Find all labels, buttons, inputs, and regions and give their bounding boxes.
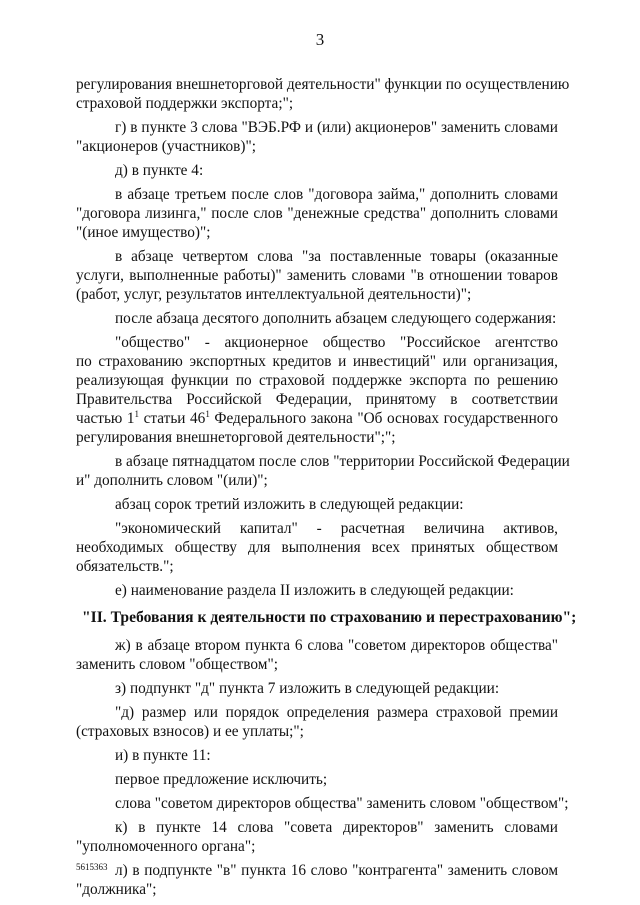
page-number: 3 (315, 30, 325, 49)
text-line: страховой поддержки экспорта;"; (76, 95, 294, 112)
superscript: 1 (205, 408, 210, 419)
text-line: з) подпункт "д" пункта 7 изложить в следующей редакции: (115, 680, 500, 697)
text-line: слова "советом директоров общества" заменить словом "обществом"; (115, 795, 569, 812)
text-fragment: Федерального закона "Об основах государственного (209, 410, 558, 427)
text-block-after-heading (76, 636, 569, 899)
text-line: необходимых обществу для выполнения всех принятых обществом (76, 539, 558, 556)
text-line: г) в пункте 3 слова "ВЭБ.РФ и (или) акционеров" заменить словами (115, 119, 558, 136)
section-heading: "II. Требования к деятельности по страхованию и перестрахованию"; (82, 609, 577, 626)
text-line: ж) в абзаце втором пункта 6 слова "советом директоров общества" (115, 637, 558, 654)
text-block-before-heading (76, 75, 570, 600)
superscript: 1 (134, 408, 140, 419)
text-line: к) в пункте 14 слова "совета директоров" заменить словами (115, 819, 558, 836)
text-line: "общество" - акционерное общество "Российское агентство (115, 334, 558, 351)
text-line: (страховых взносов) и ее уплаты;"; (76, 723, 304, 740)
text-line: после абзаца десятого дополнить абзацем следующего содержания: (115, 310, 557, 327)
text-line: регулирования внешнеторговой деятельности" функции по осуществлению (76, 76, 570, 93)
text-line: обязательств."; (76, 558, 174, 575)
text-line: е) наименование раздела II изложить в следующей редакции: (115, 582, 514, 599)
document-body (76, 75, 577, 899)
text-line: первое предложение исключить; (115, 771, 328, 788)
text-line: "уполномоченного органа"; (76, 838, 256, 855)
text-line: "экономический капитал" - расчетная величина активов, (115, 520, 558, 537)
text-line: "договора лизинга," после слов "денежные средства" дополнить словами (76, 205, 558, 222)
text-line: "(иное имущество)"; (76, 224, 211, 241)
text-line: в абзаце четвертом слова "за поставленные товары (оказанные (115, 248, 558, 265)
text-fragment: статьи 46 (139, 410, 206, 427)
text-line: регулирования внешнеторговой деятельности";"; (76, 429, 396, 446)
text-line: л) в подпункте "в" пункта 16 слово "контрагента" заменить словом (115, 862, 558, 879)
text-line: и) в пункте 11: (115, 747, 211, 764)
text-line: "д) размер или порядок определения размера страховой премии (115, 704, 558, 721)
text-line: реализующая функции по страховой поддержке экспорта по решению (76, 372, 558, 389)
text-line: услуги, выполненные работы)" заменить словами "в отношении товаров (76, 267, 558, 284)
document-code: 5615363 (76, 862, 108, 872)
text-line: по страхованию экспортных кредитов и инвестиций" или организация, (76, 353, 558, 370)
text-fragment: частью 1 (76, 410, 135, 427)
text-line: Правительства Российской Федерации, принятому в соответствии (76, 391, 558, 408)
text-line: и" дополнить словом "(или)"; (76, 472, 268, 489)
text-line: заменить словом "обществом"; (76, 656, 278, 673)
text-line: в абзаце третьем после слов "договора займа," дополнить словами (115, 186, 558, 203)
text-line: абзац сорок третий изложить в следующей редакции: (115, 496, 464, 513)
text-line: д) в пункте 4: (115, 162, 204, 179)
text-line: "должника"; (76, 881, 157, 898)
text-line: "акционеров (участников)"; (76, 138, 256, 155)
text-line-with-superscripts (76, 409, 558, 428)
text-line: (работ, услуг, результатов интеллектуальной деятельности)"; (76, 286, 472, 303)
text-line: в абзаце пятнадцатом после слов "территории Российской Федерации (115, 453, 570, 470)
